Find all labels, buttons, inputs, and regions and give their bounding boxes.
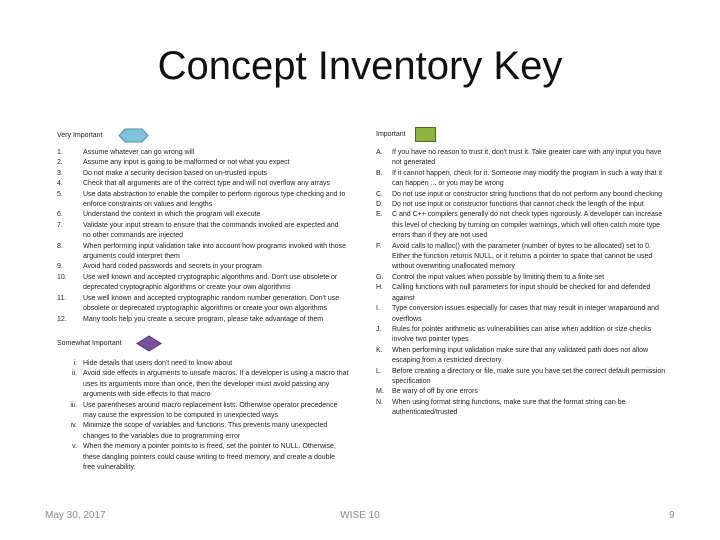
list-marker (57, 359, 83, 369)
list-marker (376, 304, 392, 325)
list-marker-text: iv. (70, 422, 77, 430)
list-marker-text: ii. (71, 370, 77, 378)
list-marker (376, 210, 392, 241)
list-marker (57, 442, 83, 473)
list-item-text: Assume whatever can go wrong will (83, 149, 195, 156)
list-marker-text: 6. (57, 211, 63, 219)
list-item (57, 190, 347, 211)
list-marker-text: C. (376, 190, 383, 198)
list-item (376, 387, 670, 397)
list-marker-text: L. (376, 367, 382, 375)
list-marker-text: 2. (57, 159, 63, 167)
list-item-text: Use well known and accepted cryptographic random number generation. Don't use obsolete or deprecated cryptographic algorithms or create your own algorithms (83, 294, 340, 313)
list-item (57, 242, 347, 263)
list-marker (376, 283, 392, 304)
list-item (376, 210, 670, 241)
list-marker-text: G. (376, 273, 384, 281)
list-item (57, 221, 347, 242)
list-item-text: Avoid side effects in arguments to unsafe macros. If a developer is using a macro that uses its arguments more than once, then the developer must avoid passing any arguments with side effects to that macro (83, 370, 349, 399)
footer-center: WISE 10 (340, 510, 380, 521)
footer-date: May 30, 2017 (45, 510, 106, 521)
list-item-text: If it cannot happen, check for it. Someone may modify the program in such a way that it can happen ... or you may be wrong (392, 169, 663, 188)
list-item (376, 346, 670, 367)
list-item (57, 359, 349, 369)
list-item-text: Use data abstraction to enable the compiler to perform rigorous type checking and to enforce constraints on values and lengths (83, 190, 346, 209)
slide-title: Concept Inventory Key (157, 44, 563, 88)
list-marker (376, 190, 392, 200)
list-item-text: Check that all arguments are of the correct type and will not overflow any arrays (83, 180, 331, 188)
purple-diamond-icon (136, 335, 162, 352)
cyan-hexagon-icon (118, 128, 149, 143)
list-marker-text: 11. (57, 294, 67, 302)
list-marker-text: M. (376, 388, 384, 396)
list-item (57, 369, 349, 400)
list-marker (376, 242, 392, 273)
list-item-text: Control the input values when possible by limiting them to a finite set (392, 273, 605, 281)
list-marker-text: B. (376, 169, 383, 177)
somewhat-important-legend (57, 335, 162, 352)
list-item-text: Do not use input or constructor string functions that do not perform any bound checking (392, 190, 663, 198)
list-item-text: Minimize the scope of variables and functions. This prevents many unexpected changes to the variables due to programming error (83, 422, 328, 440)
list-marker-text: F. (376, 242, 382, 250)
somewhat-important-label: Somewhat Important (57, 340, 122, 347)
list-item (57, 315, 347, 325)
list-marker (57, 242, 83, 263)
list-item (376, 283, 670, 304)
list-item-text: Assume any input is going to be malformed or not what you expect (83, 159, 290, 167)
list-marker-text: 1. (57, 149, 63, 156)
list-item (376, 367, 670, 388)
list-marker-text: H. (376, 284, 383, 292)
list-marker-text: i. (73, 360, 77, 367)
list-marker (57, 315, 83, 325)
list-item (376, 304, 670, 325)
list-item-text: If you have no reason to trust it, don't trust it. Take greater care with any input you have not generated (392, 149, 662, 167)
list-marker-text: I. (376, 305, 380, 313)
green-square-icon (415, 127, 436, 142)
list-item-text: Be wary of off by one errors (392, 388, 478, 396)
somewhat-important-list (57, 359, 349, 473)
list-marker (57, 401, 83, 422)
list-item-text: Many tools help you create a secure program, please take advantage of them (83, 315, 324, 323)
list-item-text: C and C++ compilers generally do not check types rigorously. A developer can increase this level of checking by turning on compiler warnings, which will often catch more type errors than if they are not used (392, 211, 663, 240)
list-marker (376, 398, 392, 419)
list-item-text: Type conversion issues especially for cases that may result in integer wraparound and overflows (392, 305, 659, 323)
list-item-text: Calling functions with null parameters for input should be checked for and defended against (392, 284, 651, 302)
list-item (376, 200, 670, 210)
list-item (376, 148, 670, 169)
list-marker (57, 262, 83, 272)
list-marker-text: v. (72, 443, 77, 451)
list-item (57, 169, 347, 179)
list-marker-text: J. (376, 325, 382, 333)
list-item (376, 169, 670, 190)
list-item-text: Validate your input stream to ensure that the commands invoked are expected and no other commands are injected (83, 221, 339, 240)
list-marker (57, 158, 83, 168)
list-marker (376, 325, 392, 346)
list-item-text: Understand the context in which the program will execute (83, 211, 261, 219)
list-item-text: Avoid hard coded passwords and secrets in your program (83, 263, 262, 271)
important-list (376, 148, 670, 419)
list-marker-text: D. (376, 201, 383, 209)
slide-number: 9 (669, 510, 675, 521)
list-item (57, 401, 349, 422)
list-marker-text: 5. (57, 190, 63, 198)
list-item (376, 325, 670, 346)
list-marker (376, 346, 392, 367)
list-item-text: Hide details that users don't need to know about (83, 360, 233, 367)
list-item-text: Use parentheses around macro replacement lists. Otherwise operator precedence may cause the expression to be computed in unexpected ways (83, 401, 338, 420)
list-item (376, 242, 670, 273)
list-item-text: When using format string functions, make sure that the format string can be authenticated/trusted (392, 398, 626, 417)
list-item (376, 398, 670, 419)
list-marker (57, 169, 83, 179)
list-marker (57, 190, 83, 211)
list-marker (376, 387, 392, 397)
very-important-list (57, 148, 347, 325)
list-marker (57, 273, 83, 294)
list-marker-text: 4. (57, 180, 63, 188)
list-marker (57, 210, 83, 220)
very-important-label: Very Important (57, 132, 103, 139)
list-item (376, 190, 670, 200)
list-marker (57, 148, 83, 158)
list-item-text: When the memory a pointer points to is freed, set the pointer to NULL. Otherwise, these dangling pointers could cause writing to freed memory, and create a double free vulnerability. (83, 443, 336, 472)
list-marker-text: 7. (57, 221, 63, 229)
list-item (376, 273, 670, 283)
list-marker (376, 273, 392, 283)
list-item (57, 442, 349, 473)
list-marker-text: 12. (57, 315, 67, 323)
very-important-legend (57, 128, 149, 143)
list-item (57, 210, 347, 220)
list-marker (376, 148, 392, 169)
list-item-text: Rules for pointer arithmetic as vulnerabilities can arise when addition or size checks involve two pointer types (392, 325, 652, 344)
list-item-text: When performing input validation make sure that any validated path does not allow escaping from a restricted directory (392, 346, 649, 365)
list-marker-text: 9. (57, 263, 63, 271)
list-item-text: When performing input validation take into account how programs invoked with those arguments could interpret them (83, 242, 347, 261)
list-marker (376, 169, 392, 190)
list-marker-text: 3. (57, 169, 63, 177)
list-item (57, 294, 347, 315)
important-label: Important (376, 131, 406, 138)
list-marker (57, 369, 83, 400)
list-item-text: Do not use input or constructor functions that cannot check the length of the input (392, 201, 644, 209)
list-marker (57, 221, 83, 242)
list-item (57, 421, 349, 442)
list-item-text: Before creating a directory or file, make sure you have set the correct default permission specification (392, 367, 666, 385)
list-marker (57, 294, 83, 315)
list-marker-text: E. (376, 211, 383, 219)
list-marker (376, 367, 392, 388)
list-marker-text: iii. (70, 401, 77, 409)
list-marker (57, 179, 83, 189)
list-marker (376, 200, 392, 210)
list-marker-text: N. (376, 398, 383, 406)
list-item-text: Use well known and accepted cryptographic algorithms and. Don't use obsolete or deprecated cryptographic algorithms or create your own algorithms (83, 273, 338, 292)
list-item (57, 179, 347, 189)
list-item-text: Do not make a security decision based on un-trusted inputs (83, 169, 268, 177)
list-marker-text: K. (376, 346, 383, 354)
list-marker-text: A. (376, 149, 383, 156)
list-item (57, 158, 347, 168)
list-item (57, 262, 347, 272)
list-item-text: Avoid calls to malloc() with the parameter (number of bytes to be allocated) set to 0. Either the function returns NULL, or it returns a pointer to space that cannot be used without overwriting unallocated memory (392, 242, 653, 271)
list-marker-text: 8. (57, 242, 63, 250)
list-marker-text: 10. (57, 273, 67, 281)
list-item (57, 273, 347, 294)
list-item (57, 148, 347, 158)
important-legend (376, 127, 436, 142)
list-marker (57, 421, 83, 442)
